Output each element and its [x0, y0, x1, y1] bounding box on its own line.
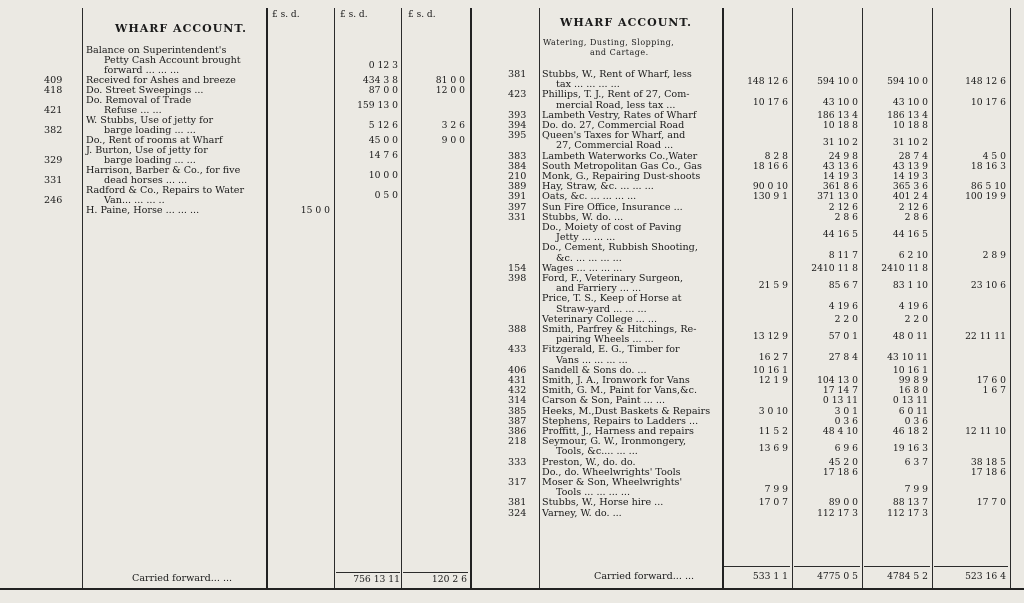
left-title: WHARF ACCOUNT.	[115, 22, 247, 35]
entry-description-line: Stubbs, W. do. ...	[542, 212, 624, 223]
entry-amount-a: 13 12 9	[752, 331, 788, 342]
entry-ref: 385	[508, 406, 527, 417]
left-col-header-2: £ s. d.	[340, 10, 368, 20]
entry-amount-d: 22 11 11	[965, 331, 1006, 342]
left-carried-forward-label: Carried forward... ...	[132, 573, 233, 584]
entry-amount-a: 13 6 9	[758, 443, 788, 454]
entry-amount-a: 12 1 9	[758, 375, 788, 386]
entry-amount-c: 43 13 9	[892, 161, 928, 172]
entry-ref: 154	[508, 263, 527, 274]
entry-description-line: Phillips, T. J., Rent of 27, Com-	[542, 89, 690, 100]
rule-right-col4	[932, 8, 933, 588]
entry-amount-b: 43 13 6	[822, 161, 858, 172]
entry-description-line: Stubbs, W., Horse hire ...	[542, 497, 664, 508]
right-carried-forward-label: Carried forward... ...	[594, 571, 695, 582]
entry-amount-c: 83 1 10	[892, 280, 928, 291]
entry-description-line: Heeks, M.,Dust Baskets & Repairs	[542, 406, 711, 417]
entry-amount-a: 10 17 6	[752, 97, 788, 108]
entry-ref: 388	[508, 324, 527, 335]
entry-ref: 393	[508, 110, 527, 121]
entry-description-line: dead horses ... ...	[104, 175, 188, 186]
entry-amount-c: 81 0 0	[435, 75, 465, 86]
left-carried-b: 756 13 11	[353, 574, 400, 585]
entry-amount-d: 100 19 9	[965, 191, 1006, 202]
entry-description-line: Smith, G. M., Paint for Vans,&c.	[542, 385, 698, 396]
entry-amount-c: 46 18 2	[892, 426, 928, 437]
entry-amount-b: 14 7 6	[368, 150, 398, 161]
entry-amount-a: 148 12 6	[747, 76, 788, 87]
entry-ref: 329	[44, 155, 63, 166]
entry-amount-b: 45 2 0	[828, 457, 858, 468]
entry-ref: 406	[508, 365, 527, 376]
entry-amount-c: 2 2 0	[904, 314, 928, 325]
entry-amount-c: 4 19 6	[898, 301, 928, 312]
entry-description-line: Do., do. Wheelwrights' Tools	[542, 467, 681, 478]
entry-ref: 381	[508, 497, 527, 508]
entry-description-line: Ford, F., Veterinary Surgeon,	[542, 273, 684, 284]
rule-right-col3	[862, 8, 863, 588]
entry-description-line: barge loading ... ...	[104, 155, 196, 166]
left-carried-c: 120 2 6	[431, 574, 467, 585]
entry-amount-d: 86 5 10	[970, 181, 1006, 192]
entry-amount-c: 10 18 8	[892, 120, 928, 131]
entry-amount-a: 11 5 2	[758, 426, 788, 437]
entry-description-line: Tools ... ... ... ...	[556, 487, 630, 498]
entry-ref: 432	[508, 385, 527, 396]
entry-amount-c: 3 2 6	[441, 120, 465, 131]
entry-amount-b: 6 9 6	[834, 443, 858, 454]
entry-amount-c: 7 9 9	[904, 484, 928, 495]
entry-description-line: Varney, W. do. ...	[542, 508, 622, 519]
entry-amount-c: 112 17 3	[887, 508, 928, 519]
entry-amount-b: 2 8 6	[834, 212, 858, 223]
entry-description-line: Seymour, G. W., Ironmongery,	[542, 436, 687, 447]
right-carried-d: 523 16 4	[965, 571, 1006, 582]
entry-amount-c: 44 16 5	[892, 229, 928, 240]
entry-amount-b: 0 13 11	[822, 395, 858, 406]
entry-amount-a: 15 0 0	[300, 205, 330, 216]
entry-amount-c: 28 7 4	[898, 151, 928, 162]
entry-description-line: Fitzgerald, E. G., Timber for	[542, 344, 680, 355]
entry-description-line: barge loading ... ...	[104, 125, 196, 136]
entry-description-line: Stubbs, W., Rent of Wharf, less	[542, 69, 692, 80]
rule-left-col3	[401, 8, 402, 588]
right-subtitle-1: Watering, Dusting, Slopping,	[543, 38, 675, 47]
total-rule-right-c	[864, 566, 930, 567]
entry-ref: 433	[508, 344, 527, 355]
entry-description-line: Balance on Superintendent's	[86, 45, 227, 56]
entry-ref: 331	[44, 175, 63, 186]
entry-description-line: Smith, J. A., Ironwork for Vans	[542, 375, 690, 386]
entry-amount-c: 48 0 11	[892, 331, 928, 342]
entry-amount-c: 594 10 0	[887, 76, 928, 87]
rule-right-col2	[792, 8, 793, 588]
entry-amount-b: 10 18 8	[822, 120, 858, 131]
entry-amount-d: 38 18 5	[970, 457, 1006, 468]
entry-amount-b: 5 12 6	[368, 120, 398, 131]
entry-amount-c: 2 12 6	[898, 202, 928, 213]
entry-description-line: forward ... ... ...	[104, 65, 180, 76]
entry-amount-a: 3 0 10	[758, 406, 788, 417]
entry-description-line: Oats, &c. ... ... ... ...	[542, 191, 637, 202]
entry-amount-c: 6 0 11	[898, 406, 928, 417]
entry-description-line: Sandell & Sons do. ...	[542, 365, 647, 376]
entry-description-line: Lambeth Vestry, Rates of Wharf	[542, 110, 697, 121]
entry-ref: 383	[508, 151, 527, 162]
rule-center	[470, 8, 472, 588]
rule-left-col1	[266, 8, 268, 588]
entry-description-line: Do., Rent of rooms at Wharf	[86, 135, 223, 146]
entry-amount-b: 3 0 1	[834, 406, 858, 417]
entry-amount-c: 12 0 0	[435, 85, 465, 96]
right-carried-c: 4784 5 2	[887, 571, 928, 582]
entry-amount-c: 0 3 6	[904, 416, 928, 427]
left-col-header-1: £ s. d.	[272, 10, 300, 20]
entry-amount-c: 10 16 1	[892, 365, 928, 376]
entry-description-line: Van... ... ... ..	[104, 195, 165, 206]
entry-amount-b: 87 0 0	[368, 85, 398, 96]
entry-description-line: pairing Wheels ... ...	[556, 334, 654, 345]
entry-amount-b: 371 13 0	[817, 191, 858, 202]
entry-amount-d: 10 17 6	[970, 97, 1006, 108]
entry-ref: 324	[508, 508, 527, 519]
entry-description-line: Jetty ... ... ...	[556, 232, 616, 243]
entry-amount-b: 17 18 6	[822, 467, 858, 478]
entry-ref: 331	[508, 212, 527, 223]
entry-amount-b: 159 13 0	[357, 100, 398, 111]
entry-description-line: Do. Street Sweepings ...	[86, 85, 204, 96]
entry-amount-b: 43 10 0	[822, 97, 858, 108]
entry-description-line: &c. ... ... ... ...	[556, 253, 622, 264]
entry-amount-a: 18 16 6	[752, 161, 788, 172]
entry-amount-a: 90 0 10	[752, 181, 788, 192]
entry-amount-a: 16 2 7	[758, 352, 788, 363]
entry-ref: 387	[508, 416, 527, 427]
entry-description-line: Hay, Straw, &c. ... ... ...	[542, 181, 654, 192]
entry-amount-d: 23 10 6	[970, 280, 1006, 291]
entry-amount-b: 45 0 0	[368, 135, 398, 146]
entry-ref: 382	[44, 125, 63, 136]
entry-amount-c: 401 2 4	[892, 191, 928, 202]
entry-amount-a: 10 16 1	[752, 365, 788, 376]
entry-amount-b: 85 6 7	[828, 280, 858, 291]
entry-description-line: Do., Moiety of cost of Paving	[542, 222, 682, 233]
right-carried-a: 533 1 1	[752, 571, 788, 582]
entry-ref: 397	[508, 202, 527, 213]
total-rule-left-b	[336, 572, 400, 573]
entry-amount-c: 186 13 4	[887, 110, 928, 121]
entry-ref: 246	[44, 195, 63, 206]
entry-description-line: Monk, G., Repairing Dust-shoots	[542, 171, 701, 182]
entry-amount-b: 27 8 4	[828, 352, 858, 363]
entry-amount-a: 7 9 9	[764, 484, 788, 495]
entry-amount-b: 8 11 7	[828, 250, 858, 261]
entry-amount-d: 1 6 7	[982, 385, 1006, 396]
entry-amount-d: 2 8 9	[982, 250, 1006, 261]
entry-ref: 418	[44, 85, 63, 96]
entry-amount-b: 4 19 6	[828, 301, 858, 312]
entry-description-line: Do. Removal of Trade	[86, 95, 192, 106]
entry-description-line: Refuse ... ...	[104, 105, 162, 116]
entry-description-line: Do., Cement, Rubbish Shooting,	[542, 242, 698, 253]
entry-description-line: Straw-yard ... ... ...	[556, 304, 647, 315]
entry-ref: 391	[508, 191, 527, 202]
entry-amount-b: 2 12 6	[828, 202, 858, 213]
entry-description-line: J. Burton, Use of jetty for	[86, 145, 208, 156]
entry-description-line: Do. do. 27, Commercial Road	[542, 120, 685, 131]
total-rule-right-d	[934, 566, 1008, 567]
entry-description-line: Tools, &c.... ... ...	[556, 446, 638, 457]
entry-description-line: and Farriery ... ...	[556, 283, 642, 294]
entry-ref: 395	[508, 130, 527, 141]
entry-description-line: W. Stubbs, Use of jetty for	[86, 115, 214, 126]
entry-amount-d: 17 6 0	[976, 375, 1006, 386]
entry-amount-b: 44 16 5	[822, 229, 858, 240]
entry-amount-b: 186 13 4	[817, 110, 858, 121]
rule-left-ref	[82, 8, 83, 588]
entry-amount-b: 48 4 10	[822, 426, 858, 437]
total-rule-right-a	[724, 566, 790, 567]
entry-amount-c: 43 10 11	[887, 352, 928, 363]
entry-amount-c: 88 13 7	[892, 497, 928, 508]
entry-amount-d: 17 18 6	[970, 467, 1006, 478]
entry-amount-c: 16 8 0	[898, 385, 928, 396]
entry-amount-a: 17 0 7	[758, 497, 788, 508]
entry-description-line: Queen's Taxes for Wharf, and	[542, 130, 686, 141]
entry-description-line: Sun Fire Office, Insurance ...	[542, 202, 683, 213]
entry-description-line: H. Paine, Horse ... ... ...	[86, 205, 200, 216]
entry-description-line: Stephens, Repairs to Ladders ...	[542, 416, 699, 427]
entry-ref: 381	[508, 69, 527, 80]
entry-description-line: Radford & Co., Repairs to Water	[86, 185, 245, 196]
right-carried-b: 4775 0 5	[817, 571, 858, 582]
entry-ref: 423	[508, 89, 527, 100]
entry-amount-a: 130 9 1	[752, 191, 788, 202]
entry-amount-b: 10 0 0	[368, 170, 398, 181]
total-rule-right-b	[794, 566, 860, 567]
bottom-rule	[0, 588, 1024, 590]
entry-amount-a: 21 5 9	[758, 280, 788, 291]
entry-amount-b: 89 0 0	[828, 497, 858, 508]
entry-amount-b: 57 0 1	[828, 331, 858, 342]
total-rule-left-c	[403, 572, 468, 573]
entry-amount-b: 104 13 0	[817, 375, 858, 386]
entry-description-line: Petty Cash Account brought	[104, 55, 241, 66]
entry-description-line: Vans ... ... ... ...	[556, 355, 628, 366]
entry-description-line: Harrison, Barber & Co., for five	[86, 165, 241, 176]
entry-amount-c: 43 10 0	[892, 97, 928, 108]
entry-ref: 421	[44, 105, 63, 116]
rule-right-edge	[1010, 8, 1011, 588]
entry-ref: 398	[508, 273, 527, 284]
entry-description-line: Carson & Son, Paint ... ...	[542, 395, 666, 406]
entry-ref: 333	[508, 457, 527, 468]
entry-amount-b: 112 17 3	[817, 508, 858, 519]
entry-description-line: mercial Road, less tax ...	[556, 100, 676, 111]
entry-description-line: Proffitt, J., Harness and repairs	[542, 426, 694, 437]
entry-description-line: 27, Commercial Road ...	[556, 140, 674, 151]
entry-ref: 314	[508, 395, 527, 406]
entry-amount-b: 361 8 6	[822, 181, 858, 192]
rule-right-ref	[539, 8, 540, 588]
entry-amount-c: 19 16 3	[892, 443, 928, 454]
entry-amount-c: 2 8 6	[904, 212, 928, 223]
entry-amount-b: 14 19 3	[822, 171, 858, 182]
entry-amount-b: 0 5 0	[374, 190, 398, 201]
entry-amount-b: 0 12 3	[368, 60, 398, 71]
entry-amount-d: 17 7 0	[976, 497, 1006, 508]
entry-amount-b: 434 3 8	[362, 75, 398, 86]
entry-amount-b: 594 10 0	[817, 76, 858, 87]
entry-ref: 394	[508, 120, 527, 131]
entry-description-line: Smith, Parfrey & Hitchings, Re-	[542, 324, 697, 335]
entry-ref: 389	[508, 181, 527, 192]
right-subtitle-2: and Cartage.	[590, 48, 649, 57]
entry-amount-b: 31 10 2	[822, 137, 858, 148]
entry-description-line: tax ... ... ... ...	[556, 79, 620, 90]
entry-ref: 409	[44, 75, 63, 86]
entry-amount-a: 8 2 8	[764, 151, 788, 162]
entry-amount-c: 99 8 9	[898, 375, 928, 386]
entry-amount-c: 9 0 0	[441, 135, 465, 146]
entry-amount-b: 24 9 8	[828, 151, 858, 162]
entry-ref: 386	[508, 426, 527, 437]
entry-amount-b: 0 3 6	[834, 416, 858, 427]
entry-amount-c: 6 2 10	[898, 250, 928, 261]
entry-amount-d: 148 12 6	[965, 76, 1006, 87]
entry-amount-b: 2410 11 8	[811, 263, 858, 274]
entry-ref: 218	[508, 436, 527, 447]
entry-amount-c: 14 19 3	[892, 171, 928, 182]
entry-ref: 384	[508, 161, 527, 172]
entry-description-line: Wages ... ... ... ...	[542, 263, 623, 274]
entry-description-line: Preston, W., do. do.	[542, 457, 636, 468]
rule-left-col2	[334, 8, 335, 588]
entry-description-line: Price, T. S., Keep of Horse at	[542, 293, 682, 304]
entry-amount-c: 2410 11 8	[881, 263, 928, 274]
entry-amount-c: 6 3 7	[904, 457, 928, 468]
entry-description-line: Veterinary College ... ...	[542, 314, 658, 325]
entry-amount-c: 365 3 6	[892, 181, 928, 192]
entry-amount-d: 12 11 10	[965, 426, 1006, 437]
entry-ref: 210	[508, 171, 527, 182]
entry-description-line: Moser & Son, Wheelwrights'	[542, 477, 683, 488]
right-title: WHARF ACCOUNT.	[560, 16, 692, 29]
left-col-header-3: £ s. d.	[408, 10, 436, 20]
entry-amount-d: 18 16 3	[970, 161, 1006, 172]
entry-description-line: South Metropolitan Gas Co., Gas	[542, 161, 702, 172]
entry-amount-c: 31 10 2	[892, 137, 928, 148]
entry-amount-b: 17 14 7	[822, 385, 858, 396]
entry-amount-b: 2 2 0	[834, 314, 858, 325]
entry-ref: 317	[508, 477, 527, 488]
entry-ref: 431	[508, 375, 527, 386]
entry-amount-d: 4 5 0	[982, 151, 1006, 162]
entry-description-line: Received for Ashes and breeze	[86, 75, 236, 86]
entry-description-line: Lambeth Waterworks Co.,Water	[542, 151, 698, 162]
entry-amount-c: 0 13 11	[892, 395, 928, 406]
